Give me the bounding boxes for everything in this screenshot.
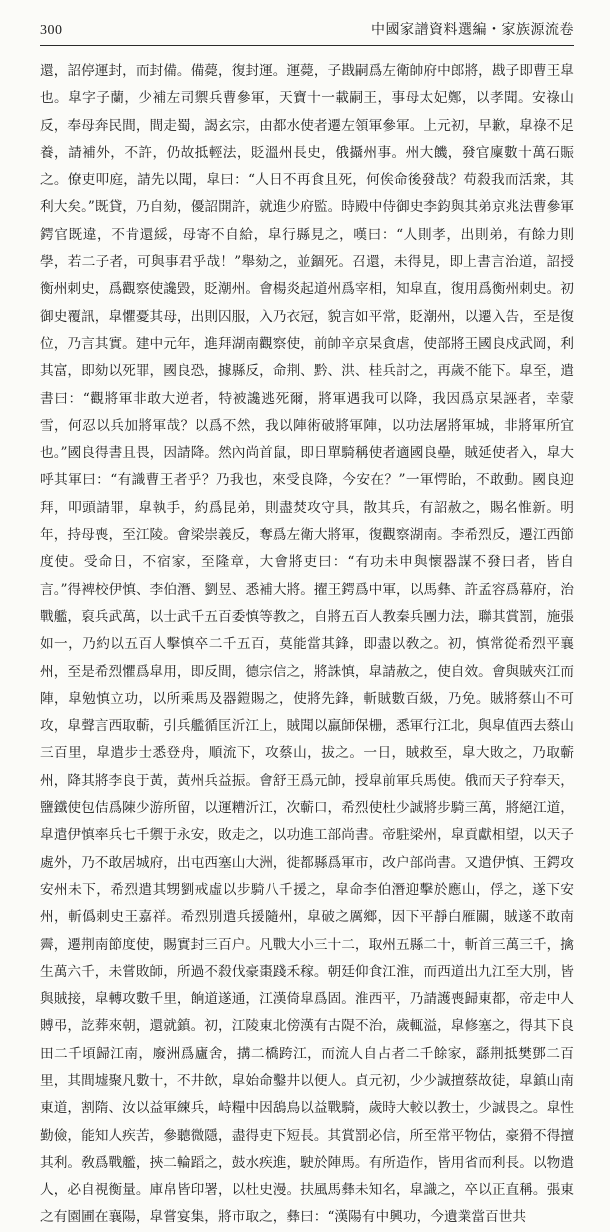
page-number: 300	[40, 23, 63, 38]
main-text	[40, 46, 574, 1232]
running-header	[40, 0, 574, 46]
running-title: 中國家譜資料選編・家族源流卷	[371, 22, 574, 38]
body-paragraph: 還，詔停運封，而封備。備薨，復封運。運薨，子戡嗣爲左衛帥府中郎將，戡子即曹王皐也。皐字子蘭，少補左司禦兵曹參軍，天寶十一載嗣王，事母太妃鄭，以孝聞。安祿山反，奉母奔民間，間走蜀，謁玄宗，由都水使者遷左領軍參軍。上元初，早歉，皐祿不足養，請補外，不許，仍故抵輕法，貶溫州長史，俄攝州事。州大饑，發官廩數十萬石賑之。僚吏叩庭，請先以聞，皐曰：“人日不再食且死，何俟命後發哉？苟殺我而活衆，其利大矣。”既貸，乃自劾，優詔開許，就進少府監。時殿中侍御史李鈞與其弟京兆法曹參軍鍔官既違，不肯還綏，母寄不自給，皐行縣見之，嘆曰：“人則孝，出則弟，有餘力則學，若二子者，可與事君乎哉！”舉劾之，並錮死。召還，未得見，即上書言治道，詔授衡州刺史，爲觀察使讒毀，貶潮州。會楊炎起道州爲宰相，知皐直，復用爲衡州刺史。初御史覆訊，皐懼憂其母，出則囚服，入乃衣冠，貌言如平常，貶潮州，以遷入告，至是復位，乃言其實。建中元年，進拜湖南觀察使，前帥辛京杲貪虐，使部將王國良戍武岡，利其富，即劾以死罪，國良恐，據縣反，命荆、黔、洪、桂兵討之，再歲不能下。皐至，遣書曰：“觀將軍非敢大逆者，特被讒逃死爾，將軍遇我可以降，我因爲京杲誣者，幸蒙雪，何忍以兵加將軍哉？以爲不然，我以陣術破將軍陣，以功法屠將軍城，非將軍所宜也。”國良得書且畏，因請降。然內尚首鼠，即日單騎稱使者適國良壘，賊延使者入，皐大呼其軍曰：“有識曹王者乎？乃我也，來受良降，今安在？”一軍愕眙，不敢動。國良迎拜，叩頭請罪，皐執手，約爲昆弟，則盡焚攻守具，散其兵，有詔赦之，賜名惟新。明年，持母喪，至江陵。會梁崇義反，奪爲左衛大將軍，復觀察湖南。李希烈反，遷江西節度使。受命日，不宿家，至隆章，大會將吏曰：“有功未申與懷器謀不發曰者，皆自言。”得裨校伊慎、李伯潛、劉昱、悉補大將。擢王鍔爲中軍，以馬彝、許孟容爲幕府，治戰艦，裒兵武萬，以士武千五百委慎等教之，自將五百人教秦兵團力法，聯其賞罰，施張如一，乃約以五百人擊慎卒二千五百，莫能當其鋒，即盡以敎之。初，慎常從希烈平襄州，至是希烈懼爲皐用，即反間，德宗信之，將誅慎，皐請赦之，使自效。會與賊夾江而陣，皐勉慎立功，以所乘馬及器鎧賜之，使將先鋒，斬賊數百級，乃免。賊將蔡山不可攻，皐聲言西取蘄，引兵艦循匡沂江上，賊聞以羸師保栅，悉軍行江北，與皐值西去蔡山三百里，皐遣步士悉登舟，順流下，攻蔡山，拔之。一日，賊救至，皐大敗之，乃取蘄州，降其將李良于黃，黃州兵益振。會舒王爲元帥，授皐前軍兵馬使。俄而天子狩奉天，鹽鐵使包佶爲陳少游所留，以運糟沂江，次蘄口，希烈使杜少誠將步騎三萬，將絕江道，皐遣伊慎率兵七千禦于永安，敗走之，以功進工部尚書。帝駐梁州，皐貢獻相望，以天子處外，乃不敢居城府，出屯西塞山大洲，徙都縣爲軍市，改户部尚書。又遣伊慎、王鍔攻安州未下，希烈遣其甥劉戒虛以步騎八千援之，皐命李伯潛迎擊於應山，俘之，遂下安州，斬僞刺史王嘉祥。希烈別遣兵援隨州，皐破之厲鄉，因下平靜白雁關，賊遂不敢南霽，遷荆南節度使，賜實封三百户。凡戰大小三十二，取州五縣二十，斬首三萬三千，擒生萬六千，未嘗敗師，所過不殺伐豪棗踐禾稼。朝廷仰食江淮，而西道出九江至大別，皆與賊接，皐轉攻數千里，餉道遂通，江漢倚皐爲固。淮西平，乃請護喪歸東都，帝走中人賻弔，訖葬來朝，還就鎮。初，江陵東北傍漢有古隄不治，歲輒溢，皐修塞之，得其下良田二千頃歸江南，廢洲爲廬舍，搆二橋跨江，而流人自占者二千餘家，繇荆抵樊鄧二百里，其間墟聚凡數十，不井飲，皐始命鑿井以便人。貞元初，少少誠擅蔡故徒，皐鎮山南東道，割隋、汝以益軍練兵，峙糧中因鴰鳥以益戰騎，歲時大較以教士，少誠畏之。皐性勤儉，能知人疾苦，參聽微隱，盡得吏下短長。其賞罰必信，所至常平物估，豪猾不得擅其利。敎爲戰艦，挾二輪蹈之，鼓水疾進，駛於陣馬。有所造作，皆用省而利長。以物遣人，必自視衡量。庫帛皆印署，以杜史漫。扶風馬彝未知名，皐識之，卒以正直稱。張東之有園圃在襄陽，皐嘗宴集，將市取之，彝曰：“漢陽有中興功，今遺業當百世共	[40, 63, 574, 1226]
